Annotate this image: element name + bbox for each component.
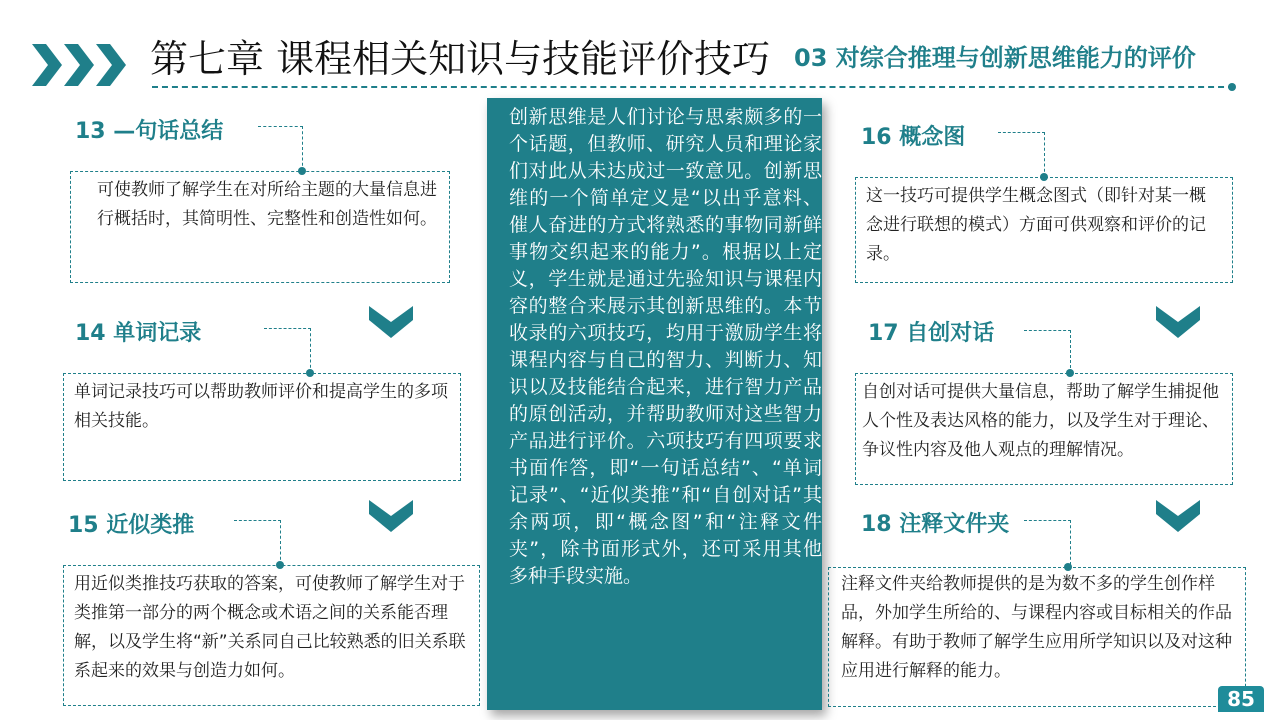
- technique-13-text: 可使教师了解学生在对所给主题的大量信息进行概括时，其简明性、完整性和创造性如何。: [97, 180, 437, 229]
- technique-18-text: 注释文件夹给教师提供的是为数不多的学生创作样品，外加学生所给的、与课程内容或目标相关的作品解释。有助于教师了解学生应用所学知识以及对这种应用进行解释的能力。: [841, 574, 1232, 681]
- technique-13-connector: [258, 126, 303, 171]
- technique-14-box: [63, 373, 461, 481]
- technique-17-text: 自创对话可提供大量信息，帮助了解学生捕捉他人个性及表达风格的能力，以及学生对于理论、争议性内容及他人观点的理解情况。: [862, 382, 1219, 460]
- technique-14-title: 14 单词记录: [75, 321, 202, 346]
- technique-18-box: [828, 567, 1246, 707]
- section-subtitle: 03 对综合推理与创新思维能力的评价: [794, 44, 1196, 72]
- chevron-down-icon: [369, 500, 413, 532]
- technique-15-text: 用近似类推技巧获取的答案，可使教师了解学生对于类推第一部分的两个概念或术语之间的关系能否理解，以及学生将“新”关系同自己比较熟悉的旧关系联系起来的效果与创造力如何。: [74, 574, 466, 681]
- technique-17-connector: [1024, 330, 1071, 373]
- intro-panel: [487, 98, 822, 710]
- chevron-down-icon: [1156, 306, 1200, 338]
- technique-15-box: [63, 565, 480, 706]
- header-divider: [152, 86, 1234, 88]
- technique-18-connector: [1024, 520, 1071, 565]
- technique-16-connector: [998, 132, 1045, 177]
- chevron-down-icon: [369, 306, 413, 338]
- technique-18-title: 18 注释文件夹: [861, 512, 1010, 537]
- technique-16-text: 这一技巧可提供学生概念图式（即针对某一概念进行联想的模式）方面可供观察和评价的记录。: [866, 186, 1206, 264]
- technique-16-box: [855, 177, 1233, 283]
- technique-13-title: 13 —句话总结: [75, 119, 224, 144]
- technique-13-box: [70, 171, 450, 283]
- technique-14-text: 单词记录技巧可以帮助教师评价和提高学生的多项相关技能。: [74, 382, 448, 431]
- page-title: 第七章 课程相关知识与技能评价技巧: [150, 37, 771, 81]
- technique-15-connector: [234, 520, 281, 565]
- intro-text: 创新思维是人们讨论与思索颇多的一个话题，但教师、研究人员和理论家们对此从未达成过一致意见。创新思维的一个简单定义是“以出乎意料、催人奋进的方式将熟悉的事物同新鲜事物交织起来的能力”。根据以上定义，学生就是通过先验知识与课程内容的整合来展示其创新思维的。本节收录的六项技巧，均用于激励学生将课程内容与自己的智力、判断力、知识以及技能结合起来，进行智力产品的原创活动，并帮助教师对这些智力产品进行评价。六项技巧有四项要求书面作答，即“一句话总结”、“单词记录”、“近似类推”和“自创对话”其余两项，即“概念图”和“注释文件夹”，除书面形式外，还可采用其他多种手段实施。: [509, 106, 822, 587]
- page-number: 85: [1218, 686, 1264, 712]
- chevrons-icon: [32, 40, 132, 90]
- technique-17-box: [855, 373, 1233, 485]
- chevron-down-icon: [1156, 500, 1200, 532]
- technique-16-title: 16 概念图: [861, 125, 966, 150]
- header-divider-dot: [1228, 83, 1236, 91]
- technique-17-title: 17 自创对话: [868, 321, 995, 346]
- technique-14-connector: [264, 328, 311, 373]
- technique-15-title: 15 近似类推: [68, 513, 195, 538]
